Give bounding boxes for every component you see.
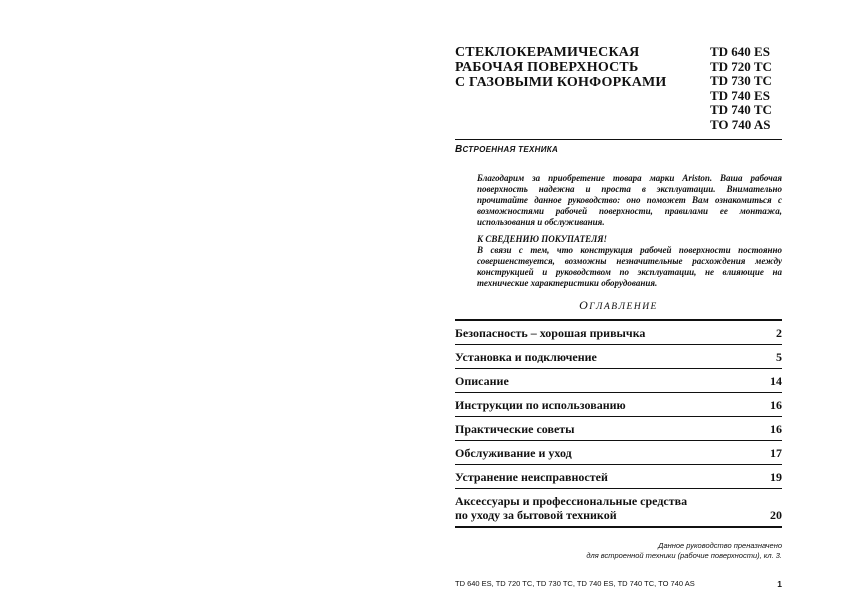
toc-item-label: Устранение неисправностей: [455, 470, 608, 484]
thanks-paragraph: Благодарим за приобретение товара марки Ariston. Ваша рабочая поверхность надежна и проста в эксплуатации. Внимательно прочитайте данное руководство: оно поможет Вам ознакомиться с возможностями рабочей поверхности, правилами ее монтажа, использования и обслуживания.: [477, 173, 782, 227]
model-item: TD 740 TC: [710, 102, 772, 117]
subtitle-rest: СТРОЕННАЯ ТЕХНИКА: [462, 145, 559, 154]
toc-item-page: 16: [770, 422, 782, 436]
model-item: TO 740 AS: [710, 116, 771, 132]
subtitle-cap: В: [455, 144, 463, 155]
model-item: TD 640 ES: [710, 44, 770, 59]
notice-title: К СВЕДЕНИЮ ПОКУПАТЕЛЯ!: [477, 234, 608, 244]
toc-item-label: Обслуживание и уход: [455, 446, 572, 460]
intro-block: [477, 173, 782, 289]
document-page: [455, 40, 782, 589]
toc-row: [455, 368, 782, 392]
toc-row: [455, 344, 782, 368]
toc-row: [455, 319, 782, 344]
toc-row: [455, 488, 782, 526]
section-subtitle: [455, 144, 782, 155]
toc-item-label: Практические советы: [455, 422, 575, 436]
toc-row: [455, 392, 782, 416]
toc-item-page: 5: [776, 350, 782, 364]
toc-row: [455, 440, 782, 464]
header: [455, 40, 782, 132]
model-item: TD 730 TC: [710, 73, 772, 88]
toc-item-label: Аксессуары и профессиональные средства по уходу за бытовой техникой: [455, 494, 688, 522]
page-footer: [455, 579, 782, 589]
toc-item-label: Установка и подключение: [455, 350, 597, 364]
usage-note-line: для встроенной техники (рабочие поверхности), кл. 3.: [586, 551, 782, 560]
page-number: 1: [777, 579, 782, 589]
toc-title: [455, 298, 782, 313]
toc-title-rest: ГЛАВЛЕНИЕ: [589, 302, 658, 312]
model-item: TD 740 ES: [710, 87, 770, 103]
usage-note: [455, 541, 782, 561]
document-title: [455, 40, 667, 132]
toc-item-page: 19: [770, 470, 782, 484]
toc-item-page: 16: [770, 398, 782, 412]
usage-note-line: Данное руководство преназначено: [658, 541, 782, 550]
footer-models: TD 640 ES, TD 720 TC, TD 730 TC, TD 740 ES, TD 740 TC, TO 740 AS: [455, 579, 695, 588]
toc-bottom-rule: [455, 526, 782, 528]
toc-item-page: 2: [776, 326, 782, 340]
toc-item-page: 17: [770, 446, 782, 460]
toc-title-cap: О: [579, 298, 590, 312]
toc-item-page: 14: [770, 374, 782, 388]
toc-item-label: Инструкции по использованию: [455, 398, 626, 412]
toc-row: [455, 464, 782, 488]
title-line: РАБОЧАЯ ПОВЕРХНОСТЬ: [455, 60, 639, 75]
table-of-contents: [455, 319, 782, 528]
title-line: С ГАЗОВЫМИ КОНФОРКАМИ: [455, 75, 667, 90]
toc-row: [455, 416, 782, 440]
toc-item-label: Безопасность – хорошая привычка: [455, 326, 646, 340]
toc-item-label: Описание: [455, 374, 509, 388]
toc-item-page: 20: [770, 508, 782, 522]
model-item: TD 720 TC: [710, 58, 772, 74]
header-divider: [455, 139, 782, 140]
title-line: СТЕКЛОКЕРАМИЧЕСКАЯ: [455, 45, 640, 60]
notice-paragraph: В связи с тем, что конструкция рабочей поверхности постоянно совершенствуется, возможны незначительные расхождения между конструкцией и руководством по эксплуатации, не влияющие на технические характеристики оборудования.: [477, 245, 782, 288]
model-list: [710, 40, 782, 132]
